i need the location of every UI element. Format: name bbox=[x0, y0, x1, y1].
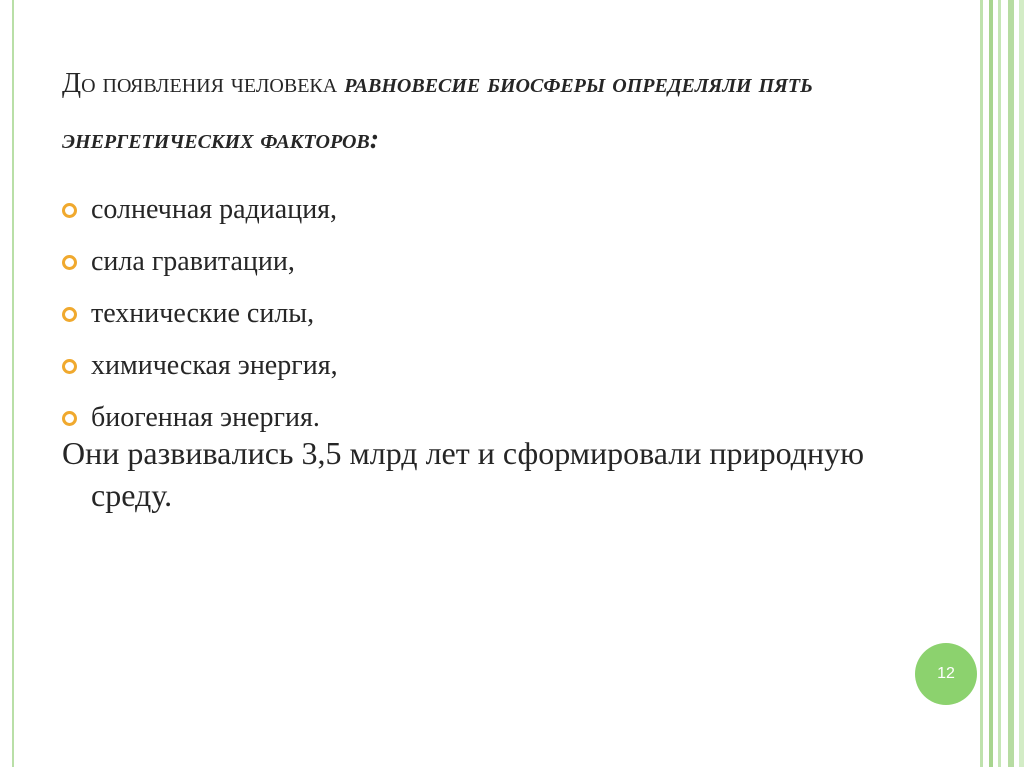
slide-title-emphasis: равновесие биосферы определяли пять энергетических факторов: bbox=[62, 68, 813, 155]
circle-bullet-icon bbox=[62, 359, 77, 374]
conclusion-text: Они развивались 3,5 млрд лет и сформировали природную среду. bbox=[62, 435, 864, 513]
left-frame-line bbox=[12, 0, 14, 767]
bullet-item bbox=[62, 236, 942, 288]
bullet-item bbox=[62, 184, 942, 236]
circle-bullet-icon bbox=[62, 203, 77, 218]
right-frame-stripes bbox=[978, 0, 1024, 767]
bullet-text: химическая энергия, bbox=[91, 350, 338, 381]
bullet-text: биогенная энергия. bbox=[91, 402, 320, 433]
slide-title bbox=[62, 56, 962, 168]
bullet-text: технические силы, bbox=[91, 298, 315, 329]
slide-title-plain: До появления человека bbox=[62, 68, 345, 99]
circle-bullet-icon bbox=[62, 255, 77, 270]
page-number-badge: 12 bbox=[915, 643, 977, 705]
bullet-text: солнечная радиация, bbox=[91, 194, 338, 225]
bullet-text: сила гравитации, bbox=[91, 246, 295, 277]
bullet-item bbox=[62, 288, 942, 340]
bullet-item bbox=[62, 340, 942, 392]
circle-bullet-icon bbox=[62, 307, 77, 322]
bullet-list bbox=[62, 184, 942, 444]
circle-bullet-icon bbox=[62, 411, 77, 426]
